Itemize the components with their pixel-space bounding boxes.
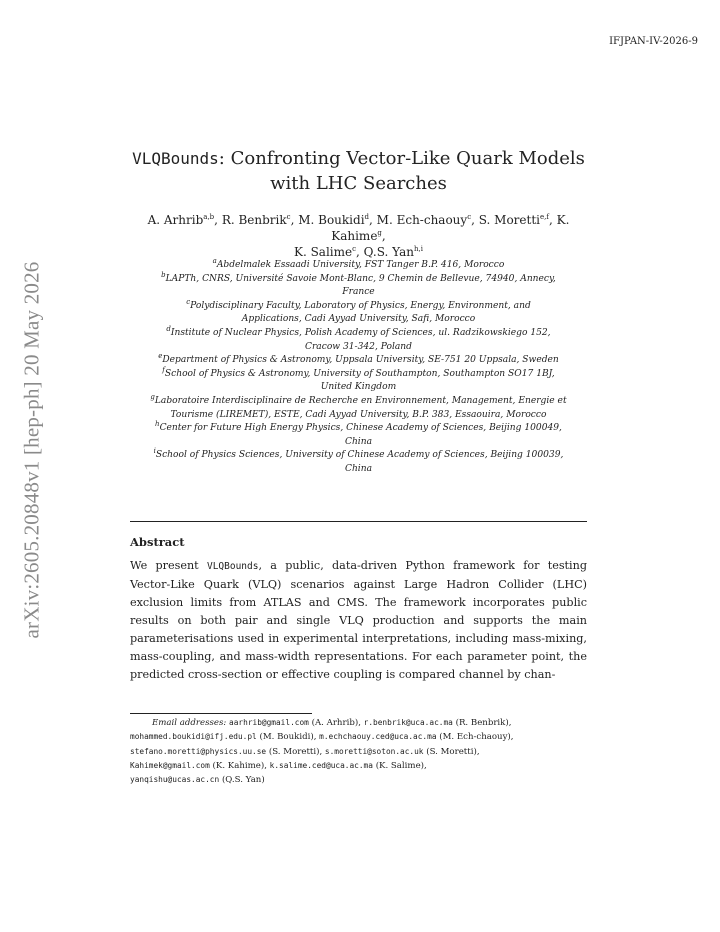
author	[148, 213, 215, 227]
affiliation-line: LAPTh, CNRS, Université Savoie Mont-Blanc, 9 Chemin de Bellevue, 74940, Annecy,	[165, 273, 556, 284]
email-address[interactable]: yanqishu@ucas.ac.cn	[130, 775, 220, 785]
affiliation-label: a	[212, 256, 217, 265]
affiliation-line: School of Physics & Astronomy, University of Southampton, Southampton SO17 1BJ,	[164, 368, 555, 379]
affiliation	[130, 422, 587, 449]
affiliation-label: e	[158, 352, 163, 361]
email-address[interactable]: r.benbrik@uca.ac.ma	[363, 718, 453, 727]
footnote-line: mohammed.boukidi@ifj.edu.pl (M. Boukidi), m.echchaouy.ced@uca.ac.ma (M. Ech-chaouy),	[130, 732, 514, 743]
author	[222, 213, 291, 227]
paper-title	[130, 146, 587, 196]
title-line2: with LHC Searches	[270, 173, 447, 194]
affiliation-label: c	[186, 297, 191, 306]
footnote-line: Kahimek@gmail.com (K. Kahime), k.salime.ced@uca.ac.ma (K. Salime),	[130, 760, 427, 771]
affiliation-list	[130, 256, 587, 477]
affiliation	[130, 354, 587, 368]
affiliation-line: Polydisciplinary Faculty, Laboratory of Physics, Energy, Environment, and	[190, 300, 531, 311]
email-label: Email addresses:	[152, 718, 227, 728]
arxiv-stamp: arXiv:2605.20848v1 [hep-ph] 20 May 2026	[19, 261, 44, 639]
email-owner: (M. Ech-chaouy)	[439, 732, 511, 743]
abstract-text	[130, 557, 587, 684]
author-affiliation-mark: e,f	[540, 213, 549, 221]
affiliation-line: Institute of Nuclear Physics, Polish Academy of Sciences, ul. Radzikowskiego 152,	[170, 327, 551, 338]
author-affiliation-mark: c	[286, 213, 291, 221]
affiliation-line: School of Physics Sciences, University of Chinese Academy of Sciences, Beijing 100039,	[155, 450, 564, 461]
abstract-post: , a public, data-driven Python framework for testing Vector-Like Quark (VLQ) scenarios against Large Hadron Collider (LHC) exclusion limits from ATLAS and CMS. The framework incorporates public results on both pair and single VLQ production and supports the main parameterisations used in experimental interpretations, including mass-mixing, mass-coupling, and mass-width representations. For each parameter point, the predicted cross-section or effective coupling is compared channel by chan-	[130, 559, 587, 681]
email-address[interactable]: k.salime.ced@uca.ac.ma	[269, 760, 373, 770]
email-address[interactable]: stefano.moretti@physics.uu.se	[130, 746, 267, 756]
author-affiliation-mark: c	[352, 245, 357, 253]
author	[294, 245, 356, 259]
title-code-name: VLQBounds	[132, 149, 219, 168]
author-name: K. Salime	[293, 245, 353, 259]
affiliation	[130, 297, 587, 327]
author	[364, 245, 423, 259]
author-name: M. Boukidi	[298, 213, 365, 227]
affiliation-label: b	[161, 270, 166, 279]
email-owner: (S. Moretti)	[268, 746, 320, 757]
email-owner: (S. Moretti)	[426, 746, 477, 757]
abstract-heading: Abstract	[130, 535, 185, 549]
affiliation-label: f	[162, 365, 165, 374]
author-name: A. Arhrib	[147, 213, 204, 227]
affiliation-line: Tourisme (LIREMET), ESTE, Cadi Ayyad University, B.P. 383, Essaouira, Morocco	[170, 409, 547, 420]
affiliation-line: France	[342, 287, 375, 298]
footnote-line: Email addresses: aarhrib@gmail.com (A. Arhrib), r.benbrik@uca.ac.ma (R. Benbrik),	[152, 718, 512, 728]
affiliation-line: United Kingdom	[320, 382, 397, 393]
affiliation-label: d	[166, 324, 171, 333]
affiliation-label: h	[155, 420, 160, 429]
author	[298, 213, 369, 227]
author-affiliation-mark: a,b	[203, 213, 215, 221]
affiliation	[130, 449, 587, 476]
author	[479, 213, 549, 227]
affiliation-label: i	[153, 447, 156, 456]
affiliation-line: Abdelmalek Essaadi University, FST Tanger B.P. 416, Morocco	[216, 260, 505, 270]
author-name: R. Benbrik	[221, 213, 287, 227]
email-address[interactable]: aarhrib@gmail.com	[229, 718, 309, 727]
author-affiliation-mark: c	[467, 213, 472, 221]
title-line1-rest: : Confronting Vector-Like Quark Models	[218, 148, 585, 169]
email-address[interactable]: m.echchaouy.ced@uca.ac.ma	[319, 732, 437, 742]
abstract-code: VLQBounds	[206, 561, 259, 572]
email-address[interactable]: s.moretti@soton.ac.uk	[324, 746, 424, 756]
affiliation-label: g	[150, 392, 155, 401]
email-owner: (M. Boukidi)	[259, 732, 314, 743]
affiliation-line: Laboratoire Interdisciplinaire de Recherche en Environnement, Management, Energie et	[154, 395, 567, 406]
email-owner: (K. Kahime)	[212, 760, 265, 771]
affiliation-line: China	[344, 436, 372, 447]
author-name: Q.S. Yan	[363, 245, 415, 259]
email-owner: (R. Benbrik)	[455, 718, 509, 728]
affiliation-line: Applications, Cadi Ayyad University, Safi, Morocco	[241, 314, 476, 325]
author-affiliation-mark: h,i	[414, 245, 424, 253]
affiliation	[130, 324, 587, 354]
email-owner: (K. Salime)	[375, 760, 425, 771]
affiliation-line: Center for Future High Energy Physics, Chinese Academy of Sciences, Beijing 100049,	[159, 423, 562, 434]
email-address[interactable]: mohammed.boukidi@ifj.edu.pl	[130, 732, 257, 742]
author-name: S. Moretti	[478, 213, 541, 227]
arxiv-sidebar	[12, 250, 52, 650]
email-owner: (A. Arhrib)	[311, 718, 359, 728]
footnote-line: stefano.moretti@physics.uu.se (S. Moretti), s.moretti@soton.ac.uk (S. Moretti),	[130, 746, 480, 757]
author-name: M. Ech-chaouy	[376, 213, 468, 227]
affiliation-line: Department of Physics & Astronomy, Uppsala University, SE-751 20 Uppsala, Sweden	[162, 355, 559, 366]
preprint-number: IFJPAN-IV-2026-9	[609, 36, 698, 47]
affiliation-line: China	[344, 463, 372, 474]
author-affiliation-mark: d	[364, 213, 370, 221]
abstract-top-rule	[130, 521, 587, 522]
affiliation	[130, 270, 587, 300]
affiliation	[130, 256, 587, 273]
affiliation	[130, 392, 587, 422]
author-affiliation-mark: g	[377, 229, 382, 237]
email-owner: (Q.S. Yan)	[221, 775, 265, 786]
affiliation-line: Cracow 31-342, Poland	[305, 341, 412, 352]
author-list: A. Arhrib$^{a,b}$, R. Benbrik$^c$, M. Boukidi$^d$, M. Ech-chaouy$^c$, S. Moretti$^{e,f}$, K. Kahime$^g$, K. Salime$^c$, Q.S. Yan$^{h,i}$	[147, 213, 570, 259]
email-footnote	[130, 716, 587, 787]
abstract-pre: We present	[130, 559, 207, 572]
footnote-line	[130, 773, 587, 787]
affiliation	[130, 365, 587, 395]
author-name: K. Kahime	[331, 213, 570, 243]
email-address[interactable]: Kahimek@gmail.com	[130, 760, 210, 770]
author	[377, 213, 471, 227]
footnote-rule	[130, 713, 312, 714]
